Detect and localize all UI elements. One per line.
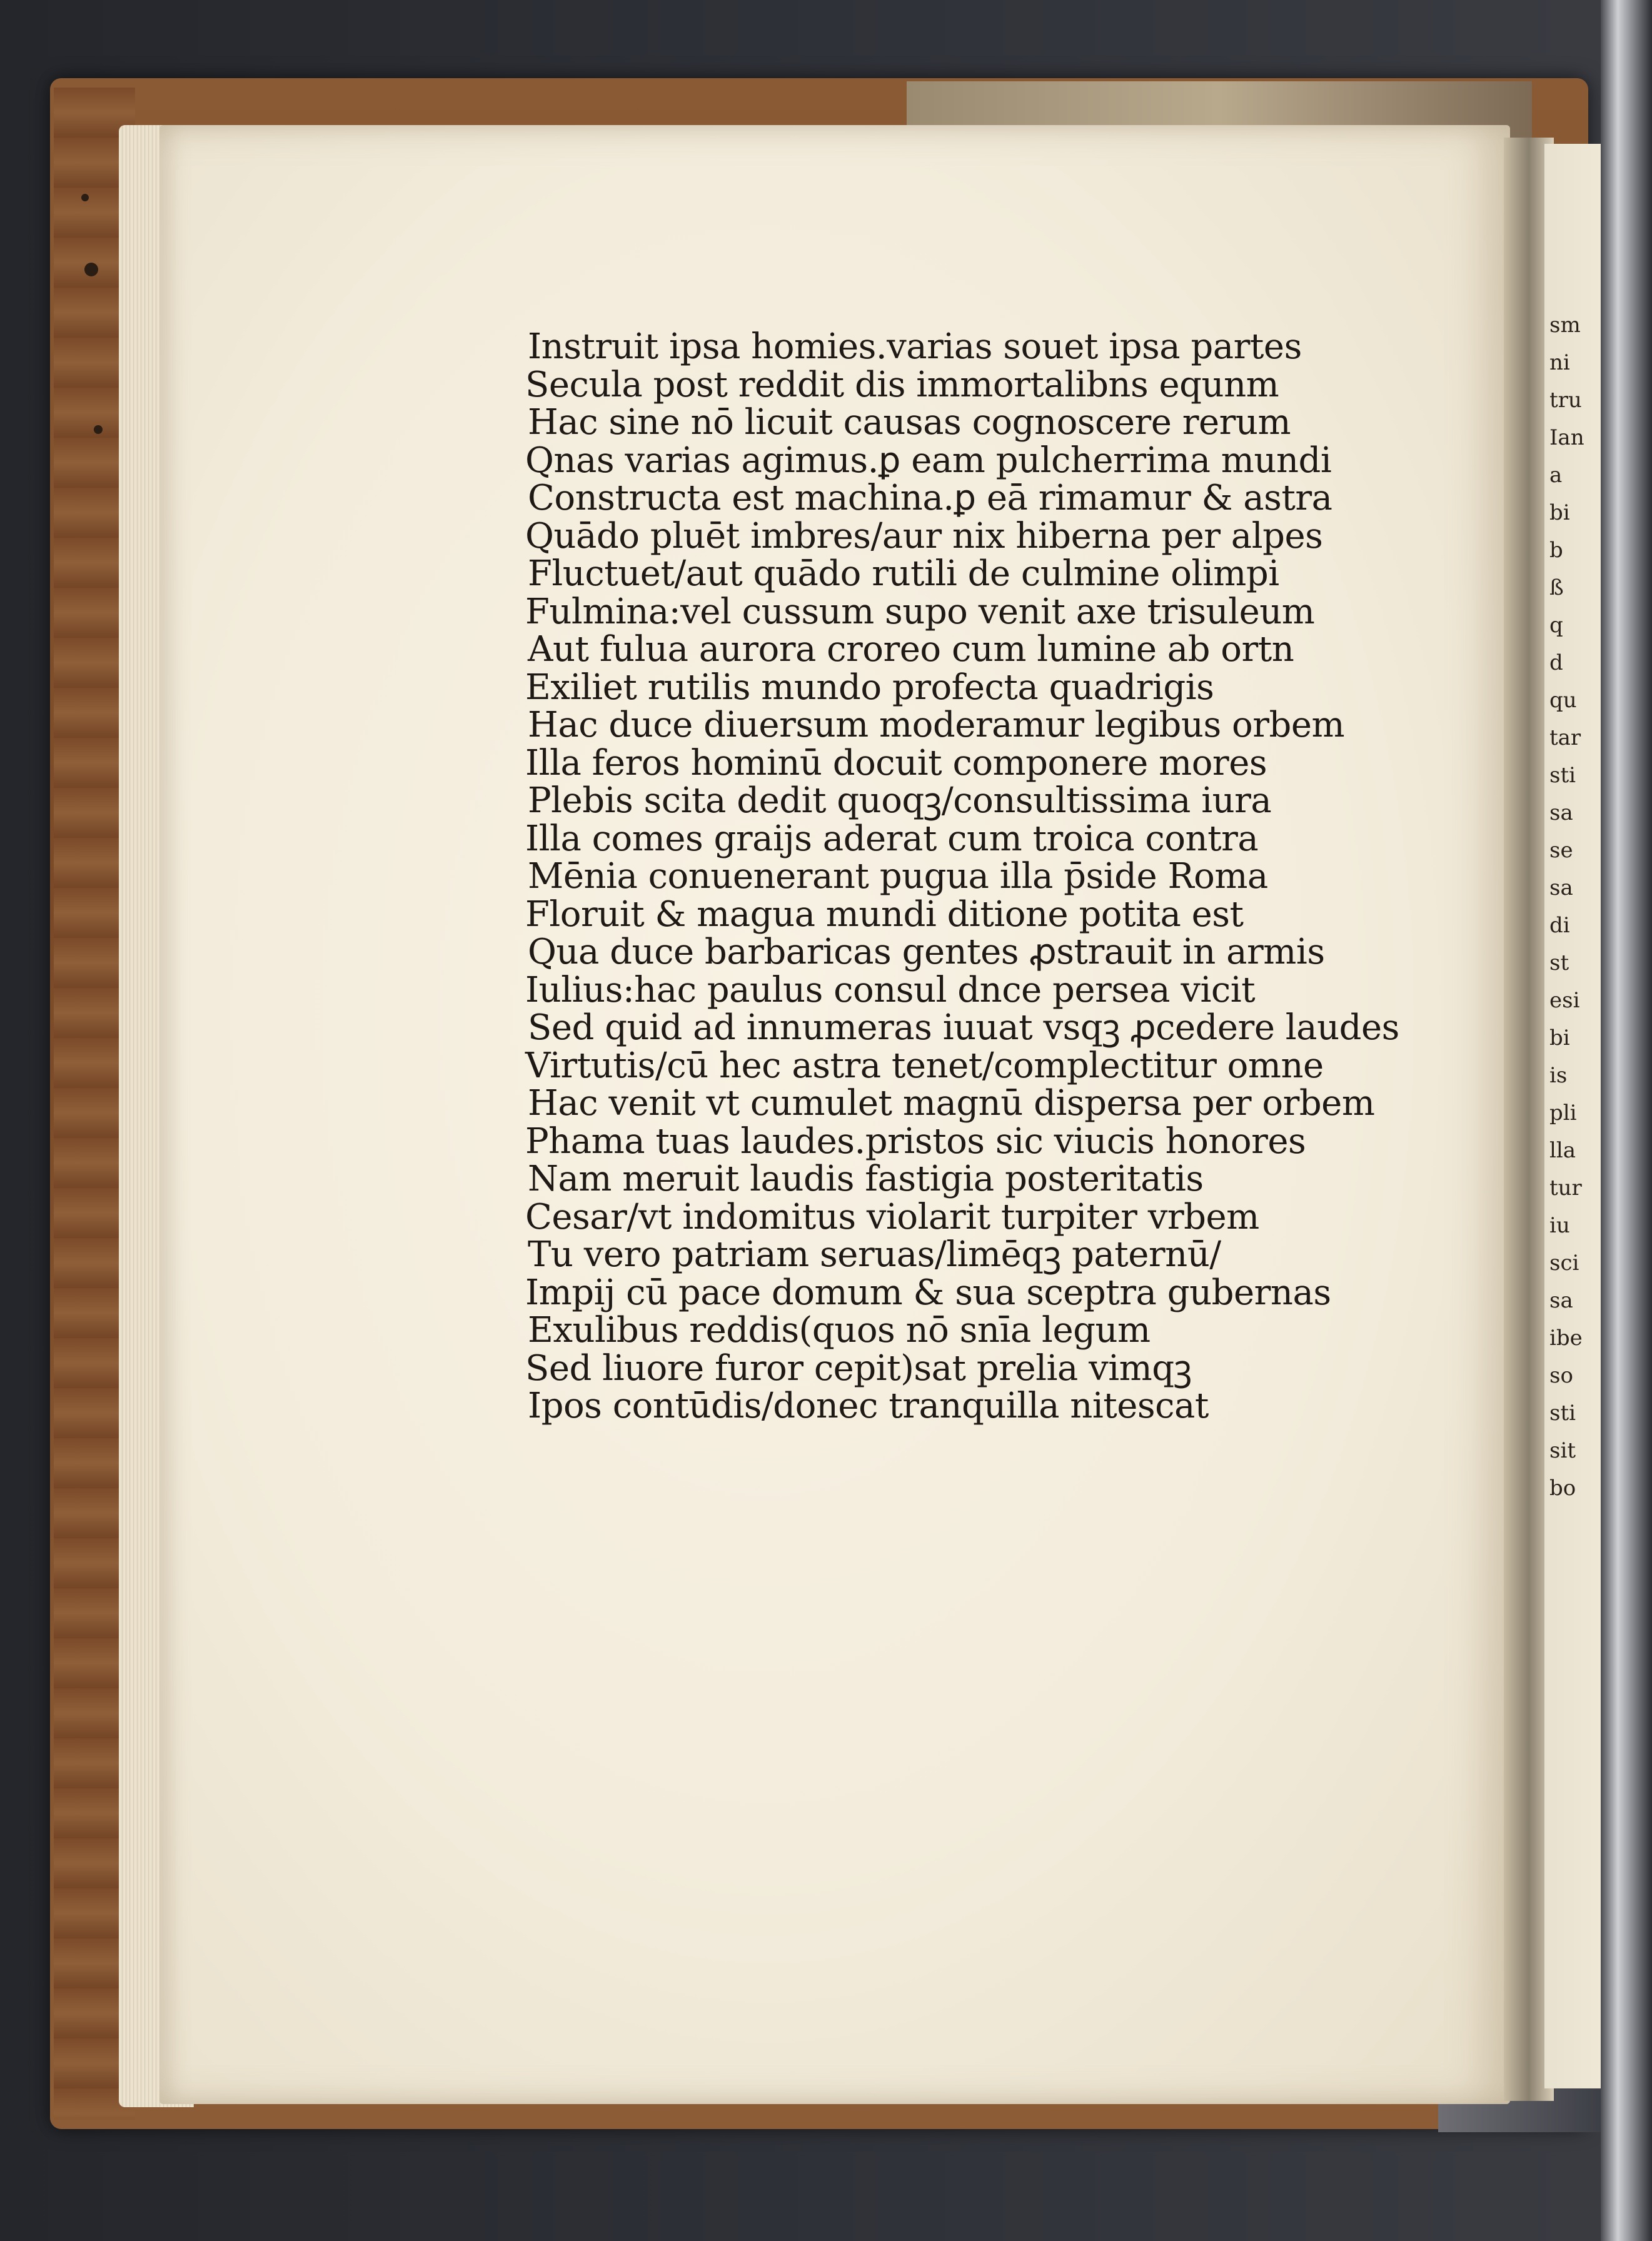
text-line: Secula post reddit dis immortalibns equnm bbox=[525, 364, 1279, 405]
text-line: Qua duce barbaricas gentes ꝓstrauit in armis bbox=[528, 932, 1325, 972]
facing-page-fragment: so bbox=[1549, 1363, 1573, 1388]
facing-page-fragment: ibe bbox=[1549, 1326, 1583, 1351]
text-line: Phama tuas laudes.pristos sic viucis honores bbox=[525, 1120, 1306, 1162]
facing-page-fragment: bi bbox=[1549, 1025, 1570, 1050]
printed-text-block bbox=[525, 328, 1426, 1426]
text-line: Qnas varias agimus.ꝑ eam pulcherrima mundi bbox=[525, 440, 1332, 481]
facing-page-fragment: bi bbox=[1549, 500, 1570, 525]
facing-page-fragment: bo bbox=[1549, 1476, 1576, 1501]
text-line: Hac duce diuersum moderamur legibus orbem bbox=[528, 705, 1345, 745]
facing-page-fragment: Ian bbox=[1549, 425, 1584, 450]
text-line: Floruit & magua mundi ditione potita est bbox=[525, 894, 1244, 935]
text-line: Illa comes graijs aderat cum troica contra bbox=[525, 818, 1259, 859]
text-line: Fluctuet/aut quādo rutili de culmine olimpi bbox=[528, 553, 1279, 594]
facing-page-fragment: st bbox=[1549, 950, 1569, 975]
facing-page-fragment: lla bbox=[1549, 1138, 1576, 1163]
facing-page-fragment: pli bbox=[1549, 1100, 1577, 1126]
text-line: Exulibus reddis(quos nō snīa legum bbox=[528, 1310, 1151, 1351]
facing-page-fragment: sit bbox=[1549, 1438, 1576, 1463]
text-line: Ipos contūdis/donec tranquilla nitescat bbox=[528, 1386, 1209, 1426]
facing-page-fragment: sm bbox=[1549, 313, 1581, 338]
facing-page-fragment: sa bbox=[1549, 875, 1573, 900]
facing-page-fragment: d bbox=[1549, 650, 1563, 675]
text-line: Impij cū pace domum & sua sceptra gubernas bbox=[525, 1272, 1331, 1313]
facing-page-fragment: tru bbox=[1549, 388, 1582, 413]
text-line: Instruit ipsa homies.varias souet ipsa partes bbox=[528, 326, 1302, 367]
facing-page-fragment: tar bbox=[1549, 725, 1581, 750]
text-line: Sed liuore furor cepit)sat prelia vimqꝫ bbox=[525, 1347, 1192, 1389]
facing-page-fragment: iu bbox=[1549, 1213, 1570, 1238]
facing-page-fragment: sti bbox=[1549, 763, 1576, 788]
wormhole bbox=[94, 425, 103, 434]
facing-page-fragment: ni bbox=[1549, 350, 1570, 375]
text-line: Virtutis/cū hec astra tenet/complectitur omne bbox=[525, 1045, 1324, 1086]
facing-page-fragment: is bbox=[1549, 1063, 1568, 1088]
text-line: Hac sine nō licuit causas cognoscere rerum bbox=[528, 402, 1291, 443]
text-line: Constructa est machina.ꝑ eā rimamur & astra bbox=[528, 478, 1332, 518]
text-line: Sed quid ad innumeras iuuat vsqꝫ ꝓcedere laudes bbox=[528, 1007, 1399, 1048]
text-line: Mēnia conuenerant pugua illa p̄side Roma bbox=[528, 856, 1268, 897]
text-line: Hac venit vt cumulet magnū dispersa per orbem bbox=[528, 1083, 1375, 1124]
facing-page-fragment: di bbox=[1549, 913, 1570, 938]
text-line: Exiliet rutilis mundo profecta quadrigis bbox=[525, 667, 1214, 708]
text-line: Tu vero patriam seruas/limēqꝫ paternū/ bbox=[528, 1234, 1221, 1275]
text-line: Plebis scita dedit quoqꝫ/consultissima iura bbox=[528, 780, 1272, 821]
text-line: Fulmina:vel cussum supo venit axe trisuleum bbox=[525, 591, 1315, 632]
facing-page-fragment: a bbox=[1549, 463, 1563, 488]
facing-page-fragment: ß bbox=[1549, 575, 1564, 600]
facing-page-fragment: q bbox=[1549, 613, 1563, 638]
wormhole bbox=[81, 194, 89, 201]
facing-page-fragment: sa bbox=[1549, 800, 1573, 825]
text-line: Quādo pluēt imbres/aur nix hiberna per alpes bbox=[525, 515, 1323, 556]
facing-page-fragment: sa bbox=[1549, 1288, 1573, 1313]
wormhole bbox=[84, 263, 98, 276]
facing-page-fragment: esi bbox=[1549, 988, 1580, 1013]
facing-page-fragment: sti bbox=[1549, 1401, 1576, 1426]
facing-page-fragment: tur bbox=[1549, 1176, 1582, 1201]
text-line: Nam meruit laudis fastigia posteritatis bbox=[528, 1159, 1204, 1199]
text-line: Cesar/vt indomitus violarit turpiter vrbem bbox=[525, 1196, 1259, 1237]
facing-page-fragment: qu bbox=[1549, 688, 1577, 713]
facing-page-fragment: b bbox=[1549, 538, 1563, 563]
page-clip bbox=[1601, 0, 1652, 2241]
facing-page-text bbox=[1549, 306, 1609, 1507]
facing-page-fragment: sci bbox=[1549, 1251, 1579, 1276]
facing-page-fragment: se bbox=[1549, 838, 1573, 863]
text-line: Illa feros hominū docuit componere mores bbox=[525, 742, 1267, 783]
text-line: Iulius:hac paulus consul dnce persea vicit bbox=[525, 969, 1256, 1010]
text-line: Aut fulua aurora croreo cum lumine ab ortn bbox=[528, 629, 1294, 670]
